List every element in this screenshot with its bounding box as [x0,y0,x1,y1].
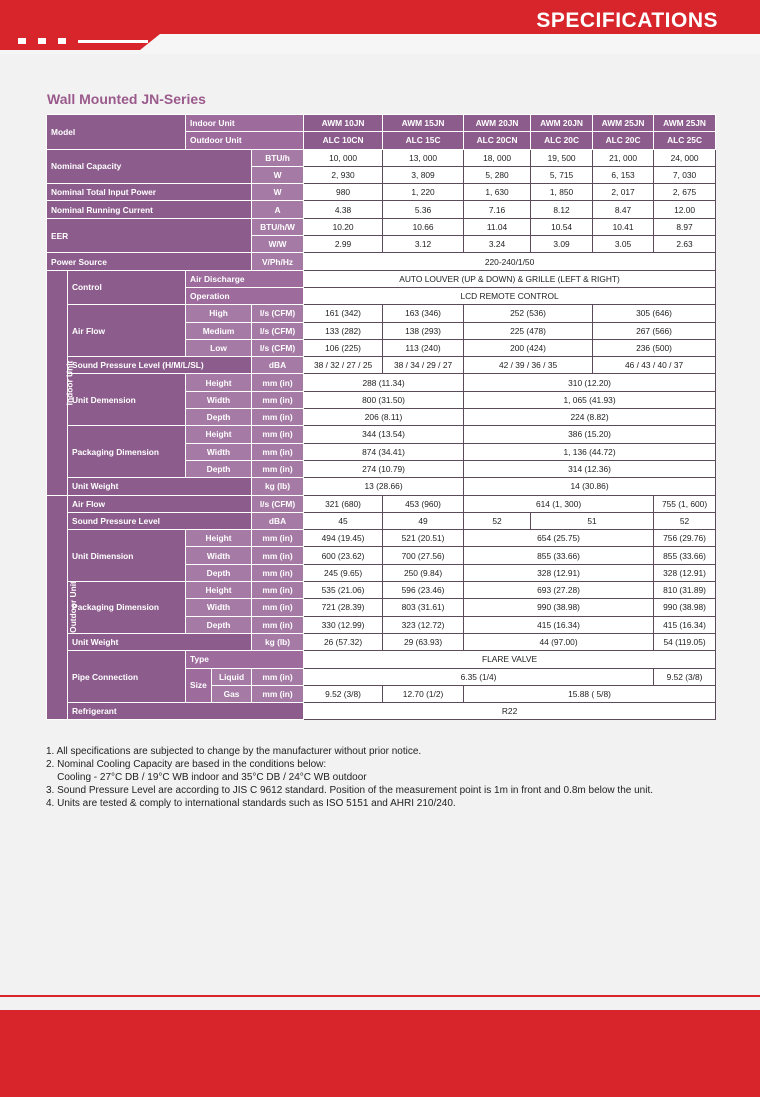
model-outdoor: ALC 15C [383,132,464,149]
value-cell: 2, 930 [304,166,383,183]
row-label: Control [68,270,186,305]
value-cell: 163 (346) [383,305,464,322]
value-cell: 21, 000 [593,149,654,166]
unit-cell: W/W [252,236,304,253]
value-cell: 11.04 [464,218,531,235]
value-cell: 46 / 43 / 40 / 37 [593,357,716,374]
row-label: Unit Weight [68,633,252,650]
model-indoor: AWM 25JN [593,115,654,132]
unit-cell: mm (in) [252,426,304,443]
value-cell: 19, 500 [531,149,593,166]
value-cell: 415 (16.34) [464,616,654,633]
row-sublabel: Width [186,443,252,460]
row-label: Unit Weight [68,478,252,495]
value-cell: 1, 065 (41.93) [464,391,716,408]
unit-cell: A [252,201,304,218]
value-cell: 106 (225) [304,339,383,356]
value-cell: 10.41 [593,218,654,235]
value-cell: 13 (28.66) [304,478,464,495]
value-cell: 224 (8.82) [464,409,716,426]
footnote: Cooling - 27°C DB / 19°C WB indoor and 35°C DB / 24°C WB outdoor [46,772,367,783]
row-sublabel: Width [186,391,252,408]
value-cell: 874 (34.41) [304,443,464,460]
value-cell: 1, 220 [383,184,464,201]
value-cell: 113 (240) [383,339,464,356]
table-row [47,530,716,547]
model-indoor: AWM 10JN [304,115,383,132]
outdoor-side-label: Outdoor Unit [47,495,68,720]
value-cell: 8.97 [654,218,716,235]
value-cell: 721 (28.39) [304,599,383,616]
page-title: SPECIFICATIONS [536,9,718,32]
value-cell: 4.38 [304,201,383,218]
value-cell: 7.16 [464,201,531,218]
value-cell: 800 (31.50) [304,391,464,408]
table-row [47,478,716,495]
value-cell: 42 / 39 / 36 / 35 [464,357,593,374]
row-sublabel: Depth [186,460,252,477]
value-cell: 1, 630 [464,184,531,201]
table-row [47,115,716,132]
value-cell: 10.20 [304,218,383,235]
value-cell: 18, 000 [464,149,531,166]
row-sublabel: Operation [186,287,304,304]
value-cell: 9.52 (3/8) [654,668,716,685]
unit-cell: BTU/h [252,149,304,166]
value-cell: 494 (19.45) [304,530,383,547]
table-row [47,512,716,529]
table-row [47,426,716,443]
value-cell: 245 (9.65) [304,564,383,581]
decor-square [58,38,66,44]
value-cell: FLARE VALVE [304,651,716,668]
value-cell: 133 (282) [304,322,383,339]
value-cell: 305 (646) [593,305,716,322]
indoor-side-label: Indoor Unit [47,270,68,495]
unit-cell: mm (in) [252,530,304,547]
model-outdoor: ALC 20C [593,132,654,149]
model-indoor: AWM 15JN [383,115,464,132]
value-cell: 310 (12.20) [464,374,716,391]
row-sublabel: Depth [186,409,252,426]
unit-cell: kg (lb) [252,478,304,495]
value-cell: 3.12 [383,236,464,253]
row-label: EER [47,218,252,253]
value-cell: 855 (33.66) [464,547,654,564]
decor-square [18,38,26,44]
row-sublabel: Low [186,339,252,356]
unit-cell: BTU/h/W [252,218,304,235]
row-sublabel: Width [186,599,252,616]
value-cell: 220-240/1/50 [304,253,716,270]
row-label: Packaging Dimension [68,426,186,478]
table-row [47,703,716,720]
value-cell: 328 (12.91) [464,564,654,581]
value-cell: 1, 136 (44.72) [464,443,716,460]
value-cell: 38 / 34 / 29 / 27 [383,357,464,374]
value-cell: 8.47 [593,201,654,218]
value-cell: 755 (1, 600) [654,495,716,512]
row-label: Nominal Total Input Power [47,184,252,201]
row-sublabel: Height [186,426,252,443]
value-cell: 321 (680) [304,495,383,512]
table-row [47,253,716,270]
unit-cell: mm (in) [252,616,304,633]
value-cell: 10.66 [383,218,464,235]
value-cell: 6, 153 [593,166,654,183]
indoor-unit-label: Indoor Unit [186,115,304,132]
value-cell: 693 (27.28) [464,582,654,599]
value-cell: 535 (21.06) [304,582,383,599]
row-sublabel: Height [186,374,252,391]
row-sublabel: Depth [186,616,252,633]
value-cell: 8.12 [531,201,593,218]
unit-cell: W [252,184,304,201]
value-cell: 236 (500) [593,339,716,356]
value-cell: 3.09 [531,236,593,253]
value-cell: 54 (119.05) [654,633,716,650]
unit-cell: mm (in) [252,460,304,477]
value-cell: R22 [304,703,716,720]
outdoor-unit-label: Outdoor Unit [186,132,304,149]
row-label: Sound Pressure Level [68,512,252,529]
value-cell: 267 (566) [593,322,716,339]
value-cell: 14 (30.86) [464,478,716,495]
table-row [47,582,716,599]
value-cell: 10.54 [531,218,593,235]
model-outdoor: ALC 10CN [304,132,383,149]
model-outdoor: ALC 20CN [464,132,531,149]
row-label: Air Flow [68,495,252,512]
row-label: Air Flow [68,305,186,357]
table-row [47,270,716,287]
value-cell: 3, 809 [383,166,464,183]
value-cell: 980 [304,184,383,201]
value-cell: 38 / 32 / 27 / 25 [304,357,383,374]
table-row [47,357,716,374]
unit-cell: mm (in) [252,685,304,702]
spec-table [46,114,716,720]
model-label: Model [47,115,186,150]
model-indoor: AWM 25JN [654,115,716,132]
value-cell: 521 (20.51) [383,530,464,547]
value-cell: 614 (1, 300) [464,495,654,512]
value-cell: 13, 000 [383,149,464,166]
table-row [47,184,716,201]
value-cell: 274 (10.79) [304,460,464,477]
value-cell: 161 (342) [304,305,383,322]
model-outdoor: ALC 25C [654,132,716,149]
unit-cell: l/s (CFM) [252,495,304,512]
row-label: Packaging Dimension [68,582,186,634]
decor-square [38,38,46,44]
unit-cell: mm (in) [252,443,304,460]
value-cell: AUTO LOUVER (UP & DOWN) & GRILLE (LEFT & RIGHT) [304,270,716,287]
footnotes [46,745,653,810]
value-cell: 654 (25.75) [464,530,654,547]
unit-cell: mm (in) [252,409,304,426]
table-row [47,201,716,218]
row-label: Refrigerant [68,703,304,720]
value-cell: 138 (293) [383,322,464,339]
unit-cell: V/Ph/Hz [252,253,304,270]
value-cell: 2.99 [304,236,383,253]
value-cell: 10, 000 [304,149,383,166]
value-cell: 9.52 (3/8) [304,685,383,702]
footnote: 2. Nominal Cooling Capacity are based in the conditions below: [46,759,327,770]
value-cell: 700 (27.56) [383,547,464,564]
value-cell: 328 (12.91) [654,564,716,581]
decor-bar [78,40,148,43]
value-cell: 990 (38.98) [464,599,654,616]
row-label: Unit Dimension [68,530,186,582]
value-cell: 29 (63.93) [383,633,464,650]
value-cell: 24, 000 [654,149,716,166]
value-cell: 415 (16.34) [654,616,716,633]
value-cell: 600 (23.62) [304,547,383,564]
unit-cell: W [252,166,304,183]
model-indoor: AWM 20JN [531,115,593,132]
row-sublabel: Width [186,547,252,564]
row-sublabel: High [186,305,252,322]
value-cell: 314 (12.36) [464,460,716,477]
footnote: 4. Units are tested & comply to international standards such as ISO 5151 and AHRI 210/240. [46,798,456,809]
unit-cell: l/s (CFM) [252,305,304,322]
value-cell: 250 (9.84) [383,564,464,581]
value-cell: 45 [304,512,383,529]
model-outdoor: ALC 20C [531,132,593,149]
unit-cell: mm (in) [252,374,304,391]
value-cell: 49 [383,512,464,529]
table-row [47,651,716,668]
row-sublabel: Height [186,530,252,547]
row-sublabel: Height [186,582,252,599]
value-cell: 225 (478) [464,322,593,339]
value-cell: 206 (8.11) [304,409,464,426]
unit-cell: mm (in) [252,564,304,581]
value-cell: 7, 030 [654,166,716,183]
row-label: Nominal Capacity [47,149,252,184]
row-label: Unit Demension [68,374,186,426]
row-sublabel: Gas [212,685,252,702]
row-sublabel: Type [186,651,304,668]
value-cell: 756 (29.76) [654,530,716,547]
value-cell: 803 (31.61) [383,599,464,616]
footer-red-band [0,1010,760,1097]
value-cell: 1, 850 [531,184,593,201]
value-cell: 5, 715 [531,166,593,183]
footer-line [0,995,760,997]
row-sublabel: Depth [186,564,252,581]
table-row [47,305,716,322]
value-cell: 453 (960) [383,495,464,512]
value-cell: 44 (97.00) [464,633,654,650]
unit-cell: kg (lb) [252,633,304,650]
row-label: Pipe Connection [68,651,186,703]
row-sublabel: Liquid [212,668,252,685]
unit-cell: mm (in) [252,582,304,599]
unit-cell: mm (in) [252,668,304,685]
footnote: 3. Sound Pressure Level are according to JIS C 9612 standard. Position of the measurement point is 1m in front and 0.8m below the unit. [46,785,654,796]
value-cell: 51 [531,512,654,529]
value-cell: 855 (33.66) [654,547,716,564]
table-row [47,633,716,650]
row-sublabel: Medium [186,322,252,339]
value-cell: LCD REMOTE CONTROL [304,287,716,304]
table-row [47,495,716,512]
row-label: Sound Pressure Level (H/M/L/SL) [68,357,252,374]
value-cell: 6.35 (1/4) [304,668,654,685]
unit-cell: dBA [252,357,304,374]
value-cell: 5.36 [383,201,464,218]
table-row [47,149,716,166]
value-cell: 3.05 [593,236,654,253]
value-cell: 330 (12.99) [304,616,383,633]
unit-cell: mm (in) [252,547,304,564]
value-cell: 5, 280 [464,166,531,183]
value-cell: 323 (12.72) [383,616,464,633]
model-indoor: AWM 20JN [464,115,531,132]
value-cell: 596 (23.46) [383,582,464,599]
value-cell: 3.24 [464,236,531,253]
row-sublabel: Air Discharge [186,270,304,287]
unit-cell: dBA [252,512,304,529]
footnote: 1. All specifications are subjected to change by the manufacturer without prior notice. [46,746,422,757]
row-label: Nominal Running Current [47,201,252,218]
value-cell: 15.88 ( 5/8) [464,685,716,702]
unit-cell: mm (in) [252,599,304,616]
value-cell: 2, 675 [654,184,716,201]
table-row [47,218,716,235]
value-cell: 810 (31.89) [654,582,716,599]
value-cell: 200 (424) [464,339,593,356]
value-cell: 344 (13.54) [304,426,464,443]
value-cell: 288 (11.34) [304,374,464,391]
value-cell: 252 (536) [464,305,593,322]
unit-cell: l/s (CFM) [252,339,304,356]
value-cell: 52 [654,512,716,529]
value-cell: 2.63 [654,236,716,253]
value-cell: 386 (15.20) [464,426,716,443]
row-sublabel: Size [186,668,212,703]
value-cell: 26 (57.32) [304,633,383,650]
section-title: Wall Mounted JN-Series [47,91,206,107]
value-cell: 52 [464,512,531,529]
value-cell: 990 (38.98) [654,599,716,616]
value-cell: 2, 017 [593,184,654,201]
value-cell: 12.70 (1/2) [383,685,464,702]
unit-cell: mm (in) [252,391,304,408]
row-label: Power Source [47,253,252,270]
value-cell: 12.00 [654,201,716,218]
unit-cell: l/s (CFM) [252,322,304,339]
table-row [47,374,716,391]
